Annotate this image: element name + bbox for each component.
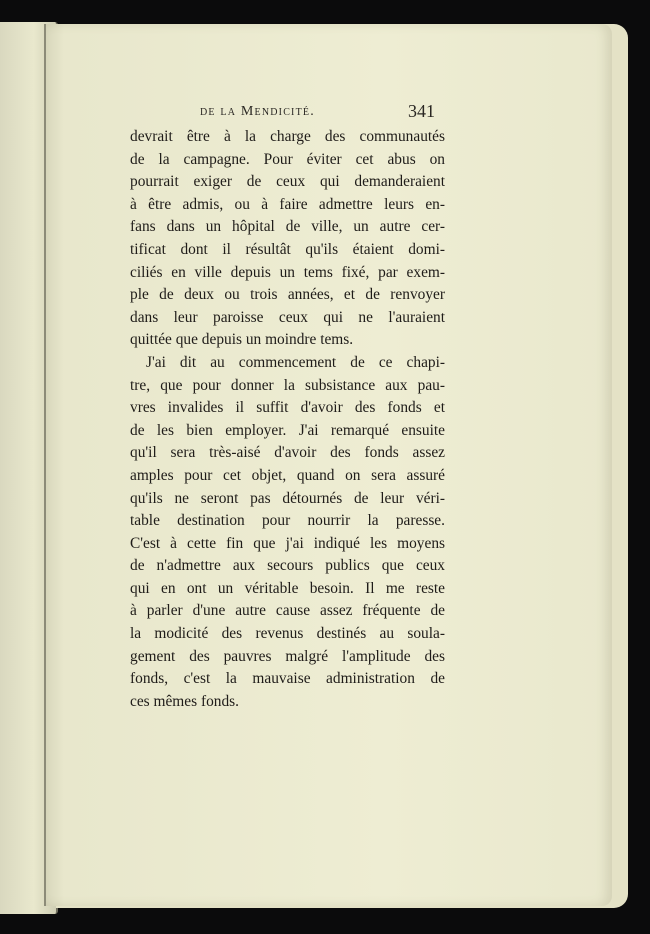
text-line: tificat dont il résultât qu'ils étaient domi- — [130, 240, 445, 258]
text-line: gement des pauvres malgré l'amplitude des — [130, 647, 445, 665]
text-line: à parler d'une autre cause assez fréquente de — [130, 602, 445, 620]
text-line: ciliés en ville depuis un tems fixé, par exem- — [130, 263, 445, 281]
running-head: de la Mendicité. — [200, 104, 315, 119]
text-line: devrait être à la charge des communautés — [130, 128, 445, 145]
text-line: de les bien employer. J'ai remarqué ensuite — [130, 421, 445, 439]
text-line: à être admis, ou à faire admettre leurs en- — [130, 195, 445, 213]
text-line: dans leur paroisse ceux qui ne l'auraient — [130, 308, 445, 326]
text-line: table destination pour nourrir la paresse. — [130, 512, 445, 530]
text-line: quittée que depuis un moindre tems. — [130, 331, 354, 349]
text-line: fans dans un hôpital de ville, un autre cer- — [130, 218, 445, 236]
text-line: tre, que pour donner la subsistance aux pau- — [130, 376, 445, 394]
text-line: de n'admettre aux secours publics que ceux — [130, 557, 445, 575]
text-line: qui en ont un véritable besoin. Il me reste — [130, 579, 445, 597]
paragraph-start-line: J'ai dit au commencement de ce chapi- — [146, 353, 445, 371]
text-line: la modicité des revenus destinés au soula- — [130, 625, 445, 643]
text-line: pourrait exiger de ceux qui demanderaient — [130, 173, 445, 191]
text-line: ces mêmes fonds. — [130, 692, 239, 710]
text-line: vres invalides il suffit d'avoir des fonds et — [130, 399, 445, 417]
text-line: de la campagne. Pour éviter cet abus on — [130, 150, 445, 168]
page-number: 341 — [408, 101, 435, 121]
page-header — [200, 101, 460, 126]
text-line: fonds, c'est la mauvaise administration de — [130, 670, 445, 688]
body-text — [130, 126, 445, 713]
text-line: C'est à cette fin que j'ai indiqué les moyens — [130, 534, 445, 552]
text-line: qu'ils ne seront pas détournés de leur véri- — [130, 489, 445, 507]
text-line: ple de deux ou trois années, et de renvoyer — [130, 286, 445, 304]
text-line: amples pour cet objet, quand on sera assuré — [130, 466, 445, 484]
text-line: qu'il sera très-aisé d'avoir des fonds assez — [130, 444, 445, 462]
